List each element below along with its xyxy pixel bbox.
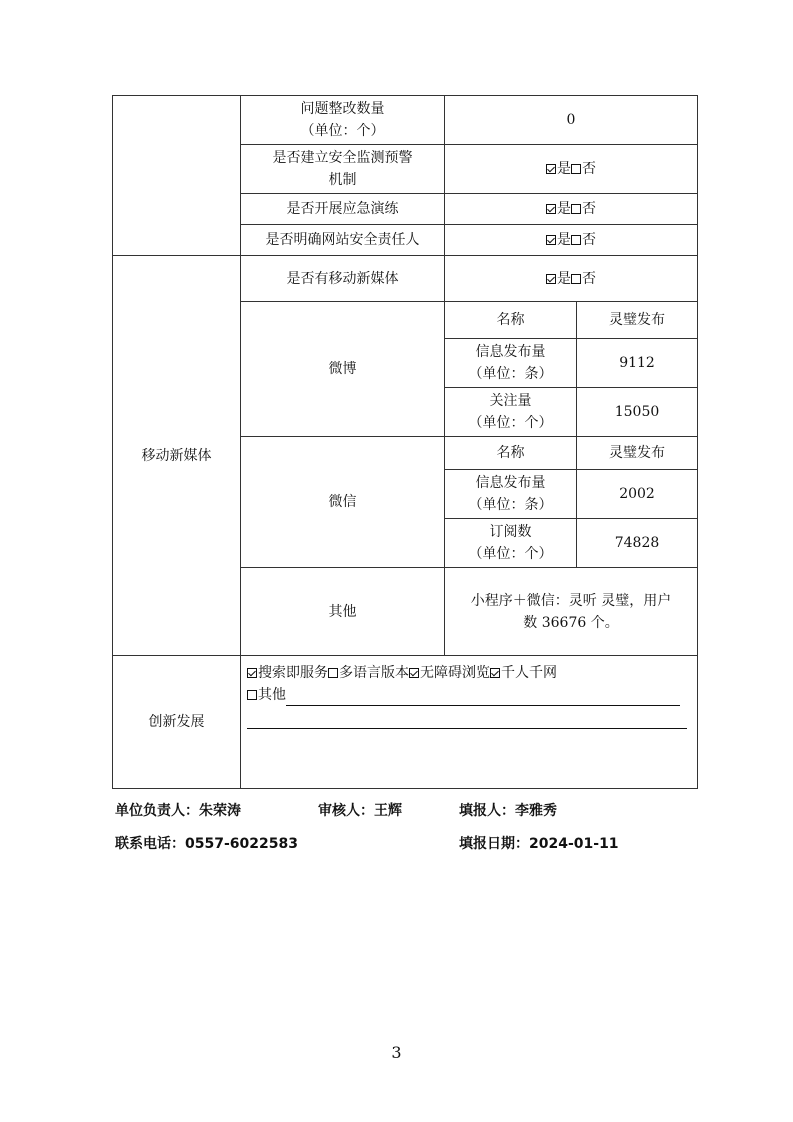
weibo-posts-label-cell xyxy=(445,339,577,388)
innovation-label: 创新发展 xyxy=(113,656,241,789)
yes-label: 是 xyxy=(557,270,571,287)
filler: 填报人：李雅秀 xyxy=(459,803,557,819)
checked-box-icon[interactable] xyxy=(546,274,556,284)
wechat-name-header: 名称 xyxy=(445,437,577,470)
other-fill-line[interactable] xyxy=(286,689,680,706)
unchecked-box-icon[interactable] xyxy=(571,274,581,284)
checked-box-icon[interactable] xyxy=(490,668,500,678)
has-media-label: 是否有移动新媒体 xyxy=(241,256,445,302)
unchecked-box-icon[interactable] xyxy=(571,204,581,214)
wechat-posts-label-cell xyxy=(445,470,577,519)
monitoring-label-line2: 机制 xyxy=(328,172,357,188)
no-label: 否 xyxy=(582,232,596,248)
weibo-account-name: 灵璧发布 xyxy=(577,302,698,339)
section-cell-security xyxy=(113,96,241,256)
contact-phone: 联系电话：0557-6022583 xyxy=(115,836,298,852)
wechat-subscribers-label-cell xyxy=(445,519,577,568)
unit-head: 单位负责人：朱荣涛 xyxy=(115,803,241,819)
opt-other-label: 其他 xyxy=(258,687,286,703)
wechat-subscribers-value: 74828 xyxy=(577,519,698,568)
extra-fill-line[interactable] xyxy=(247,706,687,729)
other-text-line2: 数 36676 个。 xyxy=(523,614,619,631)
monitoring-label-line1: 是否建立安全监测预警 xyxy=(272,150,413,166)
wechat-label: 微信 xyxy=(241,437,445,568)
rectification-value: 0 xyxy=(445,96,698,145)
weibo-posts-value: 9112 xyxy=(577,339,698,388)
checked-box-icon[interactable] xyxy=(546,164,556,174)
wechat-posts-value: 2002 xyxy=(577,470,698,519)
checked-box-icon[interactable] xyxy=(546,235,556,245)
drill-label: 是否开展应急演练 xyxy=(241,194,445,225)
weibo-followers-label-line1: 关注量 xyxy=(489,393,532,409)
no-label: 否 xyxy=(582,201,596,217)
wechat-subscribers-label-line1: 订阅数 xyxy=(489,524,532,540)
weibo-name-header: 名称 xyxy=(445,302,577,339)
yes-label: 是 xyxy=(557,201,571,217)
drill-choice xyxy=(445,194,698,225)
weibo-label: 微博 xyxy=(241,302,445,437)
weibo-followers-label-cell xyxy=(445,388,577,437)
rectification-label-line1: 问题整改数量 xyxy=(300,101,385,117)
report-table xyxy=(112,95,698,789)
yes-label: 是 xyxy=(557,161,571,177)
page-number: 3 xyxy=(391,1043,402,1062)
no-label: 否 xyxy=(582,270,596,287)
opt-multilang-label: 多语言版本 xyxy=(339,665,409,681)
weibo-followers-label-line2: （单位：个） xyxy=(468,415,553,431)
responsible-label: 是否明确网站安全责任人 xyxy=(241,225,445,256)
opt-personal-label: 千人千网 xyxy=(501,665,557,681)
reviewer: 审核人：王辉 xyxy=(318,803,402,819)
weibo-posts-label-line1: 信息发布量 xyxy=(475,344,546,360)
monitoring-choice xyxy=(445,145,698,194)
unchecked-box-icon[interactable] xyxy=(571,164,581,174)
weibo-followers-value: 15050 xyxy=(577,388,698,437)
innovation-options-line1 xyxy=(247,662,691,684)
wechat-posts-label-line1: 信息发布量 xyxy=(475,475,546,491)
checked-box-icon[interactable] xyxy=(409,668,419,678)
wechat-account-name: 灵璧发布 xyxy=(577,437,698,470)
fill-date: 填报日期：2024-01-11 xyxy=(459,836,619,852)
other-label: 其他 xyxy=(241,568,445,656)
rectification-label-cell xyxy=(241,96,445,145)
unchecked-box-icon[interactable] xyxy=(328,668,338,678)
opt-search-label: 搜索即服务 xyxy=(258,665,328,681)
opt-accessible-label: 无障碍浏览 xyxy=(420,665,490,681)
other-text-cell xyxy=(445,568,698,656)
innovation-options-line2 xyxy=(247,684,691,706)
unchecked-box-icon[interactable] xyxy=(247,690,257,700)
no-label: 否 xyxy=(582,161,596,177)
yes-label: 是 xyxy=(557,232,571,248)
wechat-subscribers-label-line2: （单位：个） xyxy=(468,546,553,562)
monitoring-label-cell xyxy=(241,145,445,194)
checked-box-icon[interactable] xyxy=(247,668,257,678)
unchecked-box-icon[interactable] xyxy=(571,235,581,245)
innovation-options xyxy=(241,656,698,789)
has-media-choice xyxy=(445,256,698,302)
wechat-posts-label-line2: （单位：条） xyxy=(468,497,553,513)
other-text-line1: 小程序＋微信：灵听 灵璧，用户 xyxy=(470,592,672,609)
rectification-label-line2: （单位：个） xyxy=(300,123,385,139)
responsible-choice xyxy=(445,225,698,256)
weibo-posts-label-line2: （单位：条） xyxy=(468,366,553,382)
mobile-media-section-label: 移动新媒体 xyxy=(113,256,241,656)
checked-box-icon[interactable] xyxy=(546,204,556,214)
